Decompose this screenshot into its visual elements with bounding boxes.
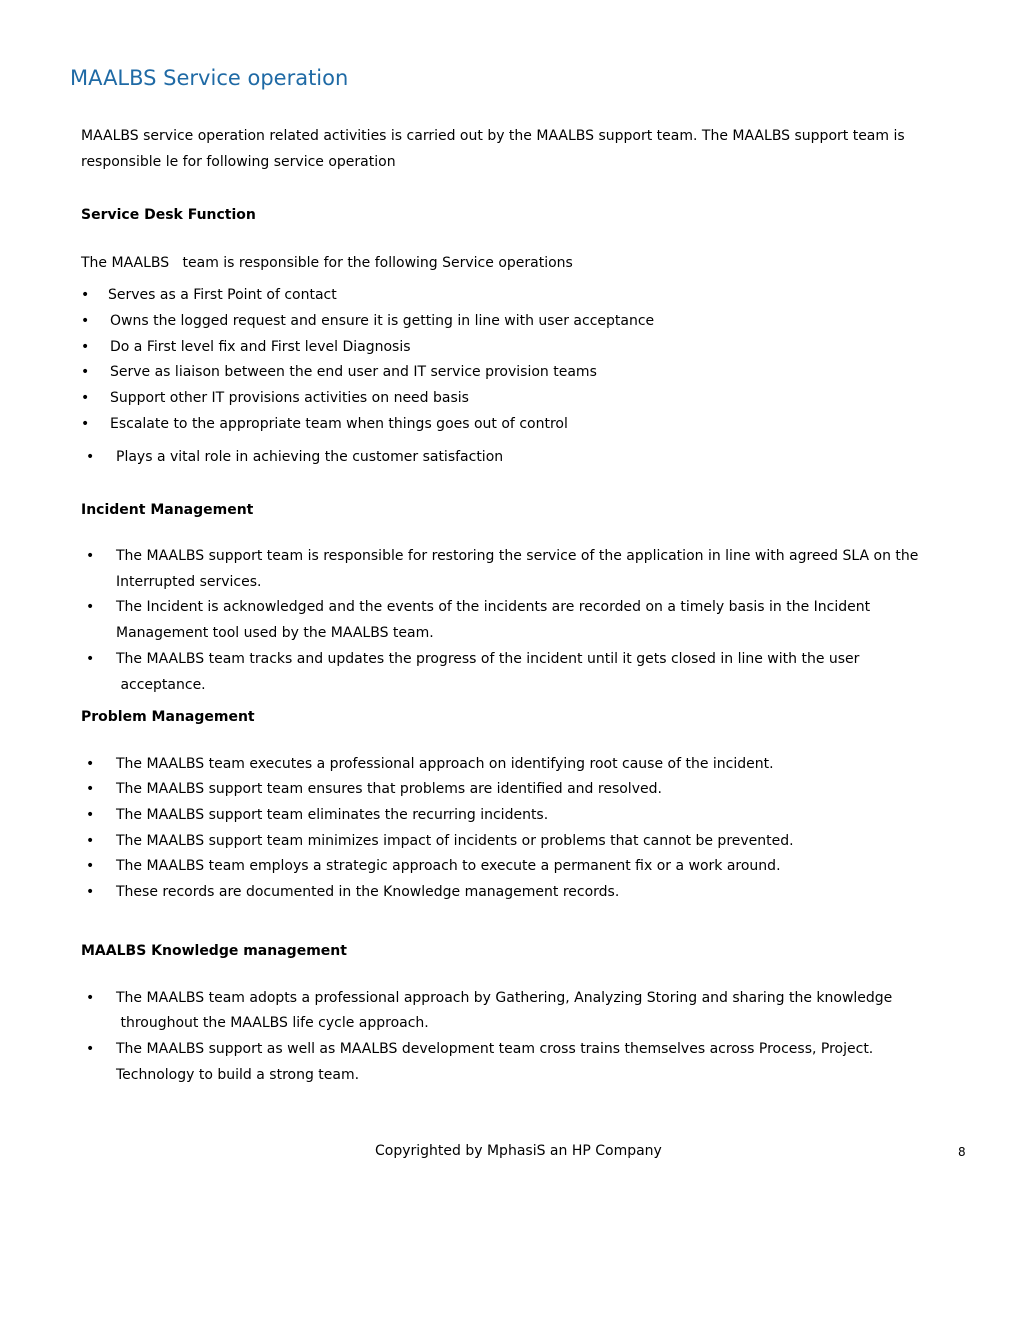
list-item-text: Plays a vital role in achieving the customer satisfaction	[116, 449, 504, 465]
footer-copyright: Copyrighted by MphasiS an HP Company	[375, 1143, 662, 1159]
list-item-text: The MAALBS support team ensures that problems are identified and resolved.	[116, 781, 662, 797]
service-desk-heading: Service Desk Function	[81, 207, 256, 223]
list-item-text-cont: Management tool used by the MAALBS team.	[116, 625, 434, 641]
bullet-dot: •	[86, 548, 95, 564]
bullet-dot: •	[86, 756, 95, 772]
problem-heading: Problem Management	[81, 709, 255, 725]
list-item-text: Serves as a First Point of contact	[108, 287, 337, 303]
bullet-dot: •	[86, 449, 95, 465]
bullet-dot: •	[86, 833, 95, 849]
bullet-dot: •	[86, 781, 95, 797]
knowledge-heading: MAALBS Knowledge management	[81, 943, 347, 959]
intro-line-2: responsible le for following service operation	[81, 154, 396, 170]
bullet-dot: •	[81, 416, 90, 432]
list-item-text: The MAALBS support as well as MAALBS development team cross trains themselves across Process, Project.	[116, 1041, 874, 1057]
list-item-text: The MAALBS team tracks and updates the progress of the incident until it gets closed in line with the user	[116, 651, 860, 667]
list-item-text: The MAALBS team executes a professional approach on identifying root cause of the incident.	[116, 756, 774, 772]
list-item-text: Escalate to the appropriate team when things goes out of control	[110, 416, 568, 432]
list-item-text: Support other IT provisions activities on need basis	[110, 390, 469, 406]
bullet-dot: •	[81, 390, 90, 406]
bullet-dot: •	[86, 884, 95, 900]
bullet-dot: •	[86, 990, 95, 1006]
list-item-text: The MAALBS support team minimizes impact of incidents or problems that cannot be prevented.	[116, 833, 794, 849]
bullet-dot: •	[81, 339, 90, 355]
list-item-text: The MAALBS support team is responsible for restoring the service of the application in line with agreed SLA on the	[116, 548, 919, 564]
bullet-dot: •	[81, 364, 90, 380]
bullet-dot: •	[81, 287, 90, 303]
incident-heading: Incident Management	[81, 502, 254, 518]
list-item-text: These records are documented in the Knowledge management records.	[116, 884, 620, 900]
bullet-dot: •	[86, 651, 95, 667]
page-title: MAALBS Service operation	[70, 66, 349, 90]
list-item-text-cont: throughout the MAALBS life cycle approach.	[116, 1015, 429, 1031]
list-item-text-cont: Interrupted services.	[116, 574, 262, 590]
list-item-text: The Incident is acknowledged and the events of the incidents are recorded on a timely basis in the Incident	[116, 599, 871, 615]
bullet-dot: •	[86, 858, 95, 874]
service-desk-lead: The MAALBS team is responsible for the following Service operations	[81, 255, 573, 271]
list-item-text: The MAALBS support team eliminates the recurring incidents.	[116, 807, 549, 823]
list-item-text: Owns the logged request and ensure it is getting in line with user acceptance	[110, 313, 655, 329]
bullet-dot: •	[86, 1041, 95, 1057]
page-number: 8	[958, 1145, 966, 1159]
intro-line-1: MAALBS service operation related activities is carried out by the MAALBS support team. The MAALBS support team is	[81, 128, 905, 144]
list-item-text: The MAALBS team employs a strategic approach to execute a permanent fix or a work around.	[116, 858, 781, 874]
bullet-dot: •	[86, 807, 95, 823]
list-item-text-cont: Technology to build a strong team.	[116, 1067, 360, 1083]
bullet-dot: •	[86, 599, 95, 615]
list-item-text-cont: acceptance.	[116, 677, 206, 693]
list-item-text: The MAALBS team adopts a professional approach by Gathering, Analyzing Storing and sharing the knowledge	[116, 990, 893, 1006]
list-item-text: Serve as liaison between the end user and IT service provision teams	[110, 364, 597, 380]
bullet-dot: •	[81, 313, 90, 329]
list-item-text: Do a First level fix and First level Diagnosis	[110, 339, 411, 355]
